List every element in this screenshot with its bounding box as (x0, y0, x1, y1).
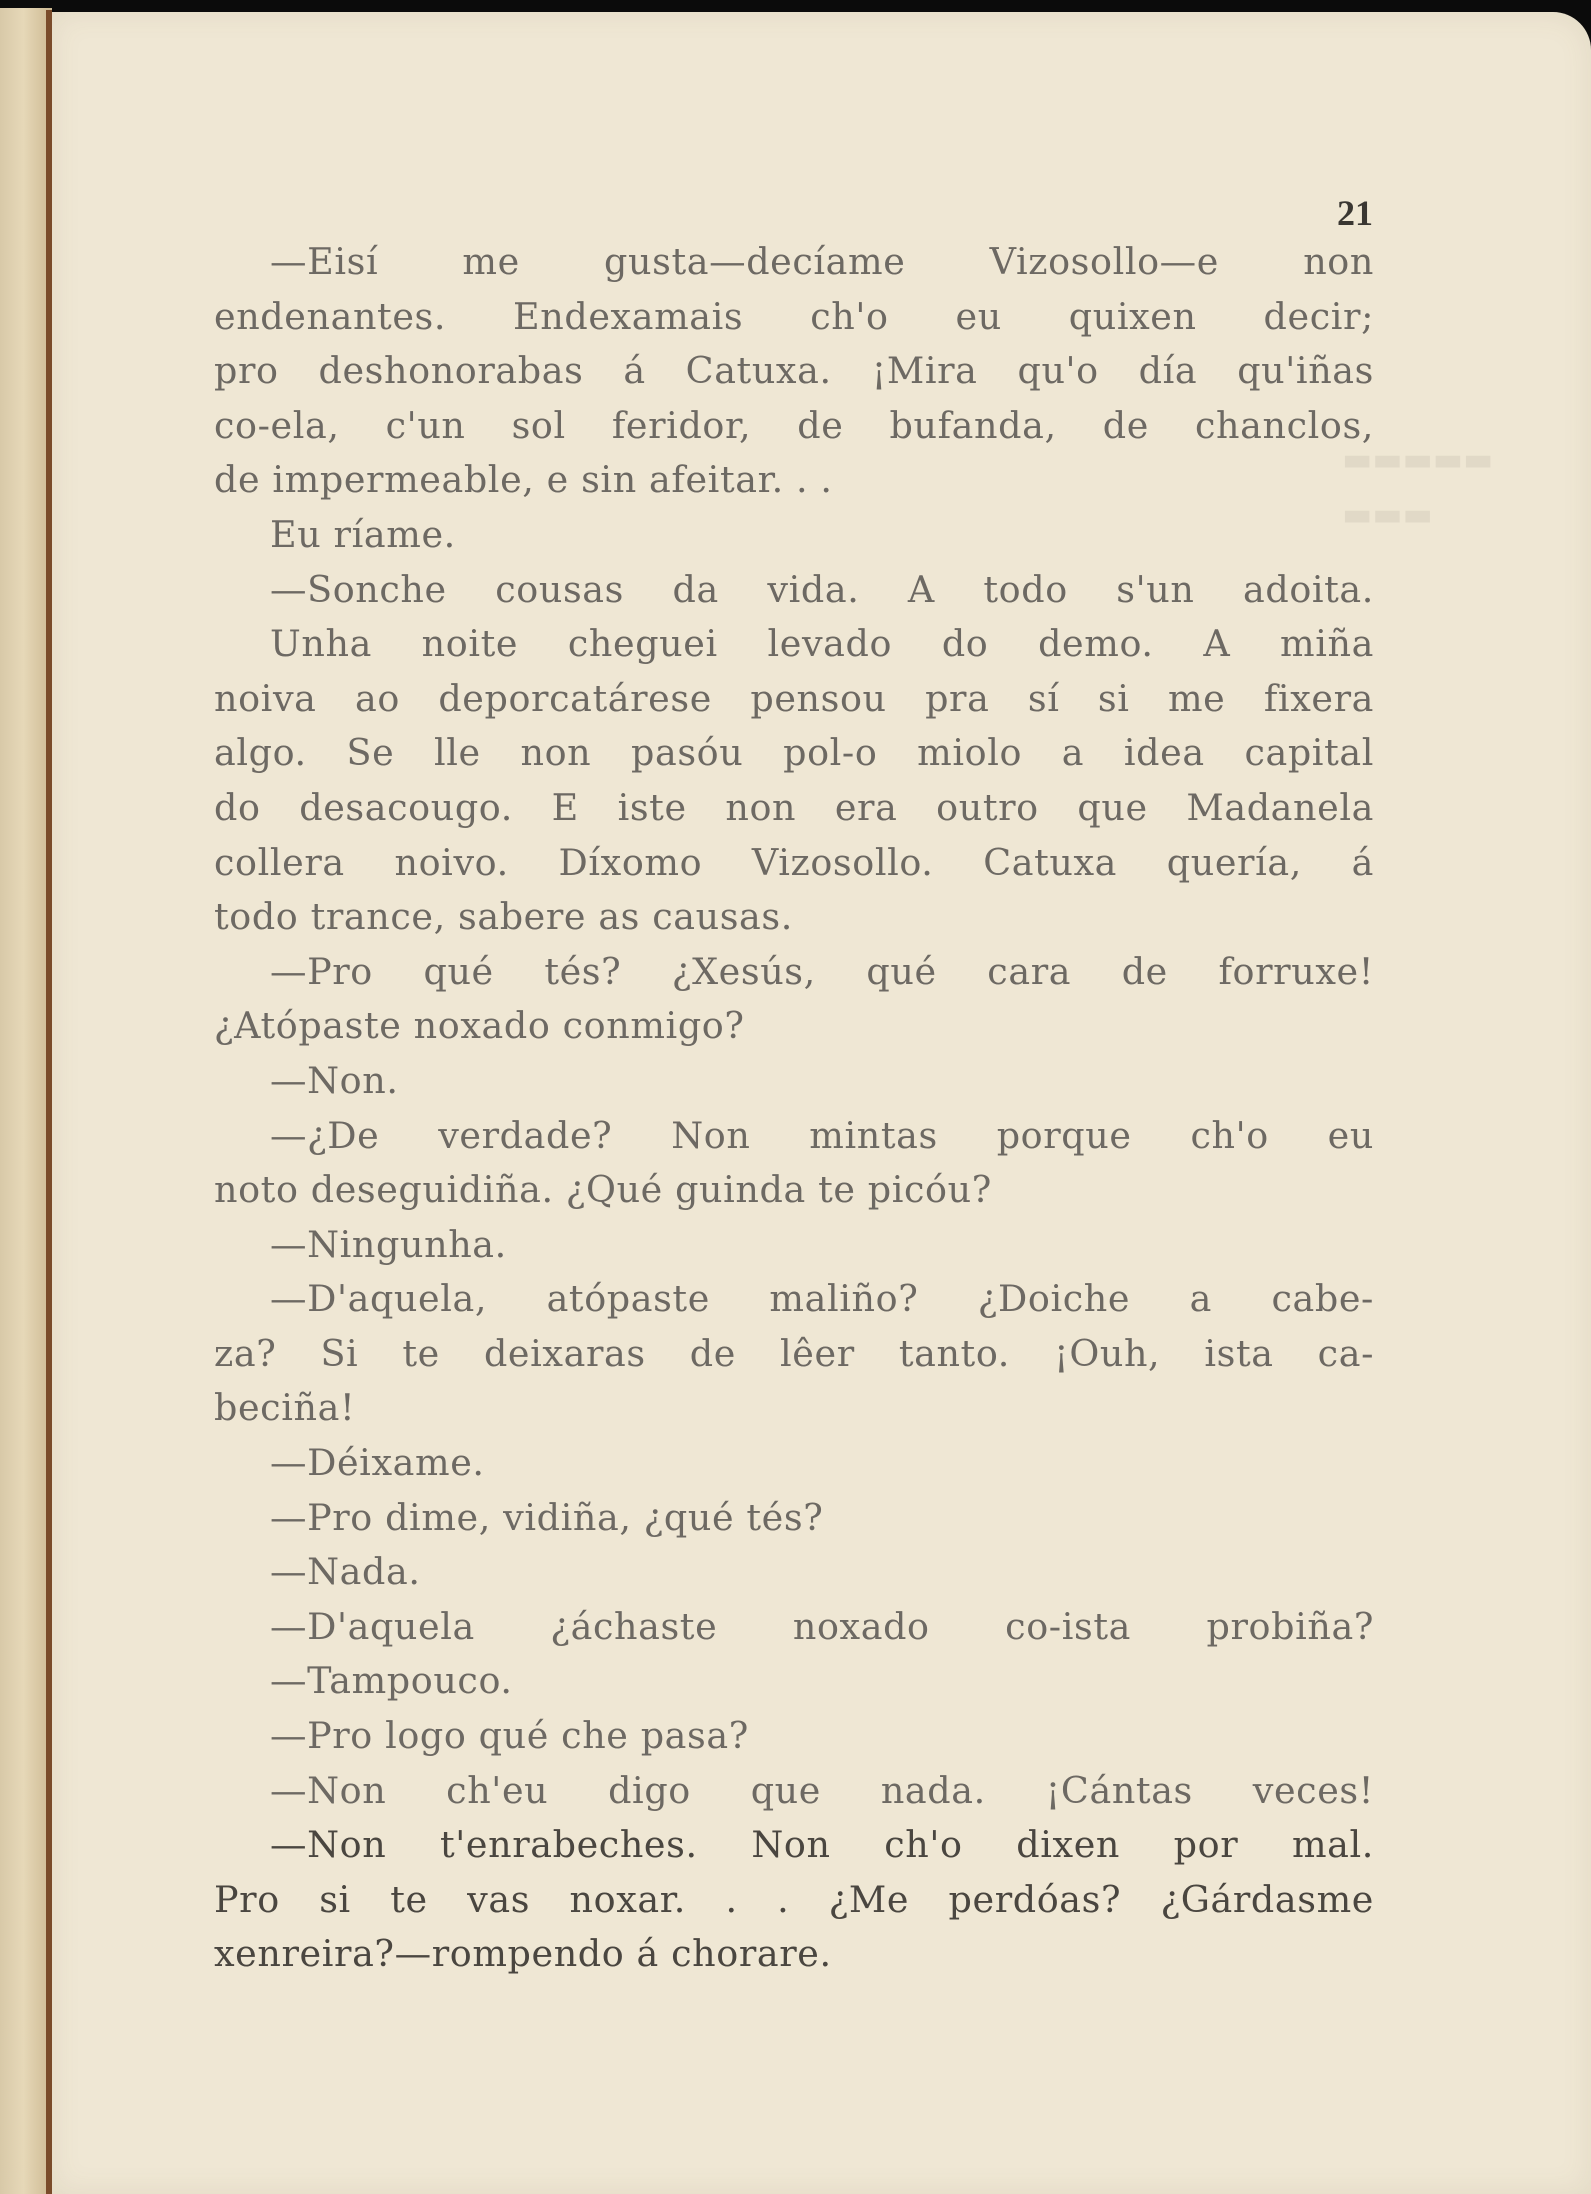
text-line: —Sonche cousas da vida. A todo s'un adoita. (270, 567, 1374, 611)
body-text (214, 235, 1374, 1982)
text-line: —Eisí me gusta—decíame Vizosollo—e non (270, 240, 1374, 283)
text-line: co-ela, c'un sol feridor, de bufanda, de chanclos, (214, 403, 1374, 447)
text-line: —Non. (270, 1058, 399, 1102)
text-line: pro deshonorabas á Catuxa. ¡Mira qu'o día qu'iñas (214, 349, 1374, 393)
text-line: —D'aquela, atópaste maliño? ¿Doiche a cabe- (270, 1277, 1374, 1321)
text-line: Eu ríame. (270, 512, 456, 556)
page-number: 21 (1337, 193, 1373, 233)
text-line: —Non t'enrabeches. Non ch'o dixen por mal. (270, 1823, 1374, 1867)
text-line: za? Si te deixaras de lêer tanto. ¡Ouh, ista ca- (214, 1331, 1374, 1375)
text-line: —Nada. (270, 1550, 421, 1594)
text-line: endenantes. Endexamais ch'o eu quixen decir; (214, 294, 1374, 338)
text-line: —Pro logo qué che pasa? (270, 1714, 749, 1758)
text-line: todo trance, sabere as causas. (214, 895, 793, 939)
previous-page-edge (0, 8, 52, 2194)
text-line: noto deseguidiña. ¿Qué guinda te picóu? (214, 1168, 992, 1212)
text-line: Pro si te vas noxar. . . ¿Me perdóas? ¿Gárdasme (214, 1877, 1374, 1921)
text-line: Unha noite cheguei levado do demo. A miña (270, 622, 1374, 666)
text-line: —D'aquela ¿áchaste noxado co-ista probiña? (270, 1604, 1374, 1648)
text-line: noiva ao deporcatárese pensou pra sí si me fixera (214, 676, 1374, 720)
show-through-text: ▬▬▬▬▬ ▬▬▬ (1342, 440, 1494, 533)
text-line: —¿De verdade? Non mintas porque ch'o eu (270, 1113, 1374, 1157)
text-line: —Déixame. (270, 1441, 485, 1485)
text-line: ¿Atópaste noxado conmigo? (214, 1004, 745, 1048)
text-line: —Non ch'eu digo que nada. ¡Cántas veces! (270, 1768, 1374, 1812)
text-line: do desacougo. E iste non era outro que Madanela (214, 785, 1374, 829)
text-line: xenreira?—rompendo á chorare. (214, 1932, 832, 1976)
text-line: —Pro dime, vidiña, ¿qué tés? (270, 1495, 824, 1539)
text-line: —Pro qué tés? ¿Xesús, qué cara de forruxe! (270, 949, 1374, 993)
text-line: collera noivo. Díxomo Vizosollo. Catuxa quería, á (214, 840, 1374, 884)
text-line: —Ningunha. (270, 1222, 507, 1266)
text-line: algo. Se lle non pasóu pol-o miolo a idea capital (214, 731, 1374, 775)
text-line: —Tampouco. (270, 1659, 513, 1703)
text-line: beciña! (214, 1386, 356, 1430)
text-line: de impermeable, e sin afeitar. . . (214, 458, 833, 502)
